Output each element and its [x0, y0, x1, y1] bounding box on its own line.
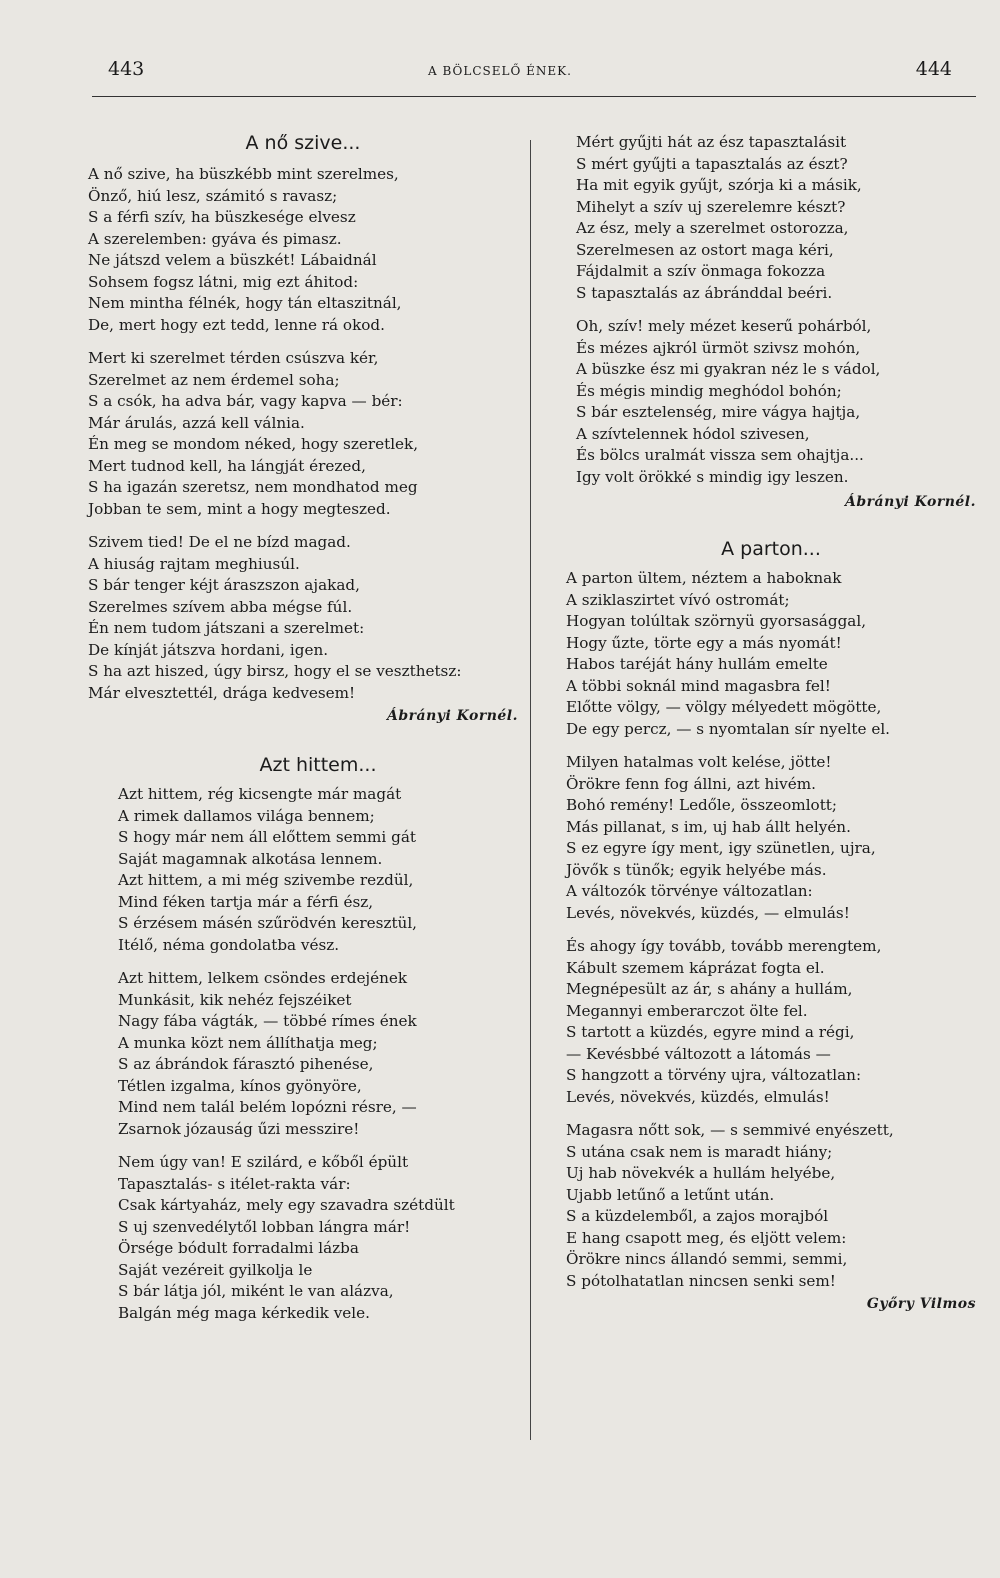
- verse-line: Munkásit, kik nehéz fejszéiket: [118, 990, 352, 1009]
- page-number-left: 443: [108, 58, 145, 80]
- verse-line: Szivem tied! De el ne bízd magad.: [88, 533, 351, 551]
- verse-line: Örökre fenn fog állni, azt hivém.: [566, 774, 816, 793]
- verse-line: Ne játszd velem a büszkét! Lábaidnál: [88, 251, 377, 269]
- verse-line: Örökre nincs állandó semmi, semmi,: [566, 1250, 848, 1268]
- verse-line: Saját vezéreit gyilkolja le: [118, 1260, 313, 1279]
- verse-line: S tartott a küzdés, egyre mind a régi,: [566, 1023, 855, 1041]
- verse-line: S az ábrándok fárasztó pihenése,: [118, 1055, 374, 1073]
- verse-line: Mert tudnod kell, ha lángját érezed,: [88, 456, 366, 475]
- verse-line: Csak kártyaház, mely egy szavadra szétdült: [118, 1196, 455, 1214]
- stanza: [576, 316, 976, 488]
- verse-line: A rimek dallamos világa bennem;: [118, 806, 375, 825]
- verse-line: Mihelyt a szív uj szerelemre készt?: [576, 197, 846, 216]
- verse-line: A sziklaszirtet vívó ostromát;: [566, 590, 790, 609]
- verse-line: Azt hittem, rég kicsengte már magát: [118, 785, 402, 803]
- page-header: [0, 58, 1000, 88]
- poem-azt-hittem-continued: [566, 132, 976, 510]
- verse-line: S tapasztalás az ábránddal beéri.: [576, 283, 833, 302]
- poem-azt-hittem: [88, 754, 518, 1324]
- verse-line: Önző, hiú lesz, számitó s ravasz;: [88, 186, 338, 205]
- verse-line: Nagy fába vágták, — többé rímes ének: [118, 1012, 417, 1030]
- verse-line: Ha mit egyik gyűjt, szórja ki a másik,: [576, 176, 862, 194]
- verse-line: Mert ki szerelmet térden csúszva kér,: [88, 349, 379, 367]
- poem-a-parton: [566, 538, 976, 1312]
- verse-line: Már árulás, azzá kell válnia.: [88, 413, 305, 432]
- verse-line: A parton ültem, néztem a haboknak: [566, 569, 842, 587]
- verse-line: Itélő, néma gondolatba vész.: [118, 935, 340, 954]
- verse-line: Oh, szív! mely mézet keserű pohárból,: [576, 317, 872, 335]
- verse-line: Igy volt örökké s mindig igy leszen.: [576, 467, 849, 486]
- verse-line: Mind nem talál belém lopózni résre, —: [118, 1098, 417, 1116]
- verse-line: S a küzdelemből, a zajos morajból: [566, 1207, 829, 1225]
- verse-line: S utána csak nem is maradt hiány;: [566, 1142, 833, 1161]
- verse-line: S bár tenger kéjt áraszszon ajakad,: [88, 576, 360, 594]
- verse-line: A hiuság rajtam meghiusúl.: [88, 554, 300, 573]
- verse-line: A szívtelennek hódol szivesen,: [576, 424, 810, 443]
- verse-line: S érzésem másén szűrödvén keresztül,: [118, 914, 418, 932]
- stanza: [566, 936, 976, 1108]
- stanza: [118, 968, 518, 1140]
- verse-line: Balgán még maga kérkedik vele.: [118, 1303, 370, 1322]
- verse-line: Más pillanat, s im, uj hab állt helyén.: [566, 817, 851, 836]
- verse-line: S pótolhatatlan nincsen senki sem!: [566, 1271, 836, 1290]
- verse-line: De egy percz, — s nyomtalan sír nyelte el.: [566, 719, 891, 738]
- verse-line: De kínját játszva hordani, igen.: [88, 640, 329, 659]
- verse-line: Szerelmes szívem abba mégse fúl.: [88, 597, 353, 616]
- stanza: [566, 1120, 976, 1292]
- verse-line: És mézes ajkról ürmöt szivsz mohón,: [576, 338, 861, 357]
- verse-line: — Kevésbbé változott a látomás —: [566, 1044, 831, 1063]
- stanza: [566, 568, 976, 740]
- verse-line: Az ész, mely a szerelmet ostorozza,: [576, 219, 849, 237]
- verse-line: Levés, növekvés, küzdés, — elmulás!: [566, 903, 850, 922]
- verse-line: Fájdalmit a szív önmaga fokozza: [576, 262, 826, 280]
- verse-line: Örsége bódult forradalmi lázba: [118, 1239, 359, 1257]
- verse-line: Szerelmet az nem érdemel soha;: [88, 370, 340, 389]
- verse-line: A nő szive, ha büszkébb mint szerelmes,: [88, 165, 399, 183]
- verse-line: Megannyi emberarczot ölte fel.: [566, 1001, 808, 1020]
- poem-title: A parton...: [721, 538, 821, 560]
- verse-line: Zsarnok józauság űzi messzire!: [118, 1119, 360, 1138]
- stanza: [118, 784, 518, 956]
- verse-line: Kábult szemem káprázat fogta el.: [566, 958, 825, 977]
- verse-line: Nem mintha félnék, hogy tán eltaszitnál,: [88, 294, 402, 312]
- stanza: [576, 132, 976, 304]
- verse-line: Én nem tudom játszani a szerelmet:: [88, 619, 365, 637]
- verse-line: Szerelmesen az ostort maga kéri,: [576, 240, 834, 259]
- stanza: [118, 1152, 518, 1324]
- stanza: [88, 532, 518, 704]
- verse-line: Megnépesült az ár, s ahány a hullám,: [566, 980, 853, 998]
- verse-line: Mind féken tartja már a férfi ész,: [118, 892, 374, 911]
- verse-line: A büszke ész mi gyakran néz le s vádol,: [576, 360, 881, 378]
- page-number-right: 444: [915, 58, 952, 80]
- verse-line: S bár látja jól, miként le van alázva,: [118, 1282, 394, 1300]
- verse-line: S a férfi szív, ha büszkesége elvesz: [88, 208, 356, 226]
- stanza: [88, 348, 518, 520]
- verse-line: S ha igazán szeretsz, nem mondhatod meg: [88, 478, 418, 496]
- running-title: A BÖLCSELŐ ÉNEK.: [428, 64, 572, 78]
- verse-line: És ahogy így tovább, tovább merengtem,: [566, 937, 882, 955]
- poem-author: Győry Vilmos: [866, 1296, 976, 1312]
- verse-line: A változók törvénye változatlan:: [566, 882, 813, 900]
- poem-author: Ábrányi Kornél.: [845, 494, 976, 510]
- verse-line: Jobban te sem, mint a hogy megteszed.: [88, 499, 391, 518]
- verse-line: Milyen hatalmas volt kelése, jötte!: [566, 753, 832, 771]
- verse-line: S mért gyűjti a tapasztalás az észt?: [576, 154, 848, 173]
- verse-line: S hangzott a törvény ujra, változatlan:: [566, 1066, 862, 1084]
- verse-line: Hogy űzte, törte egy a más nyomát!: [566, 633, 842, 652]
- verse-line: S hogy már nem áll előttem semmi gát: [118, 828, 416, 846]
- verse-line: És mégis mindig meghódol bohón;: [576, 381, 842, 400]
- verse-line: Már elvesztettél, drága kedvesem!: [88, 683, 356, 702]
- verse-line: Magasra nőtt sok, — s semmivé enyészett,: [566, 1121, 894, 1139]
- poem-title: Azt hittem...: [259, 754, 377, 776]
- poem-author: Ábrányi Kornél.: [387, 708, 518, 724]
- verse-line: A munka közt nem állíthatja meg;: [118, 1033, 378, 1052]
- verse-line: De, mert hogy ezt tedd, lenne rá okod.: [88, 315, 385, 334]
- column-divider: [530, 140, 531, 1440]
- verse-line: Nem úgy van! E szilárd, e kőből épült: [118, 1153, 409, 1171]
- stanza: [566, 752, 976, 924]
- header-rule: [92, 96, 976, 97]
- verse-line: S ha azt hiszed, úgy birsz, hogy el se veszthetsz:: [88, 662, 462, 680]
- verse-line: Levés, növekvés, küzdés, elmulás!: [566, 1087, 830, 1106]
- verse-line: Jövők s tünők; egyik helyébe más.: [566, 860, 827, 879]
- verse-line: Tapasztalás- s itélet-rakta vár:: [118, 1174, 351, 1193]
- stanza: [88, 164, 518, 336]
- verse-line: Tétlen izgalma, kínos gyönyöre,: [118, 1076, 362, 1095]
- verse-line: A többi soknál mind magasbra fel!: [566, 676, 831, 695]
- verse-line: Azt hittem, lelkem csöndes erdejének: [118, 969, 408, 987]
- verse-line: Uj hab növekvék a hullám helyébe,: [566, 1164, 836, 1182]
- verse-line: Előtte völgy, — völgy mélyedett mögötte,: [566, 698, 882, 716]
- verse-line: Én meg se mondom néked, hogy szeretlek,: [88, 435, 419, 453]
- verse-line: S ez egyre így ment, igy szünetlen, ujra,: [566, 839, 876, 857]
- verse-line: Habos taréját hány hullám emelte: [566, 655, 828, 673]
- right-column: [566, 132, 976, 1312]
- verse-line: Bohó remény! Ledőle, összeomlott;: [566, 796, 838, 814]
- verse-line: S a csók, ha adva bár, vagy kapva — bér:: [88, 392, 403, 410]
- verse-line: S uj szenvedélytől lobban lángra már!: [118, 1217, 411, 1236]
- verse-line: A szerelemben: gyáva és pimasz.: [88, 229, 342, 248]
- poem-title: A nő szive...: [245, 132, 361, 154]
- verse-line: És bölcs uralmát vissza sem ohajtja...: [576, 446, 864, 464]
- left-column: [88, 132, 518, 1324]
- verse-line: Sohsem fogsz látni, mig ezt áhitod:: [88, 272, 359, 291]
- verse-line: E hang csapott meg, és eljött velem:: [566, 1228, 847, 1247]
- verse-line: Hogyan tolúltak szörnyü gyorsasággal,: [566, 612, 867, 630]
- verse-line: Mért gyűjti hát az ész tapasztalásit: [576, 133, 847, 151]
- verse-line: Azt hittem, a mi még szivembe rezdül,: [118, 871, 414, 889]
- verse-line: Saját magamnak alkotása lennem.: [118, 849, 383, 868]
- poem-a-no-szive: [88, 132, 518, 724]
- verse-line: S bár esztelenség, mire vágya hajtja,: [576, 403, 861, 421]
- verse-line: Ujabb letűnő a letűnt után.: [566, 1185, 775, 1204]
